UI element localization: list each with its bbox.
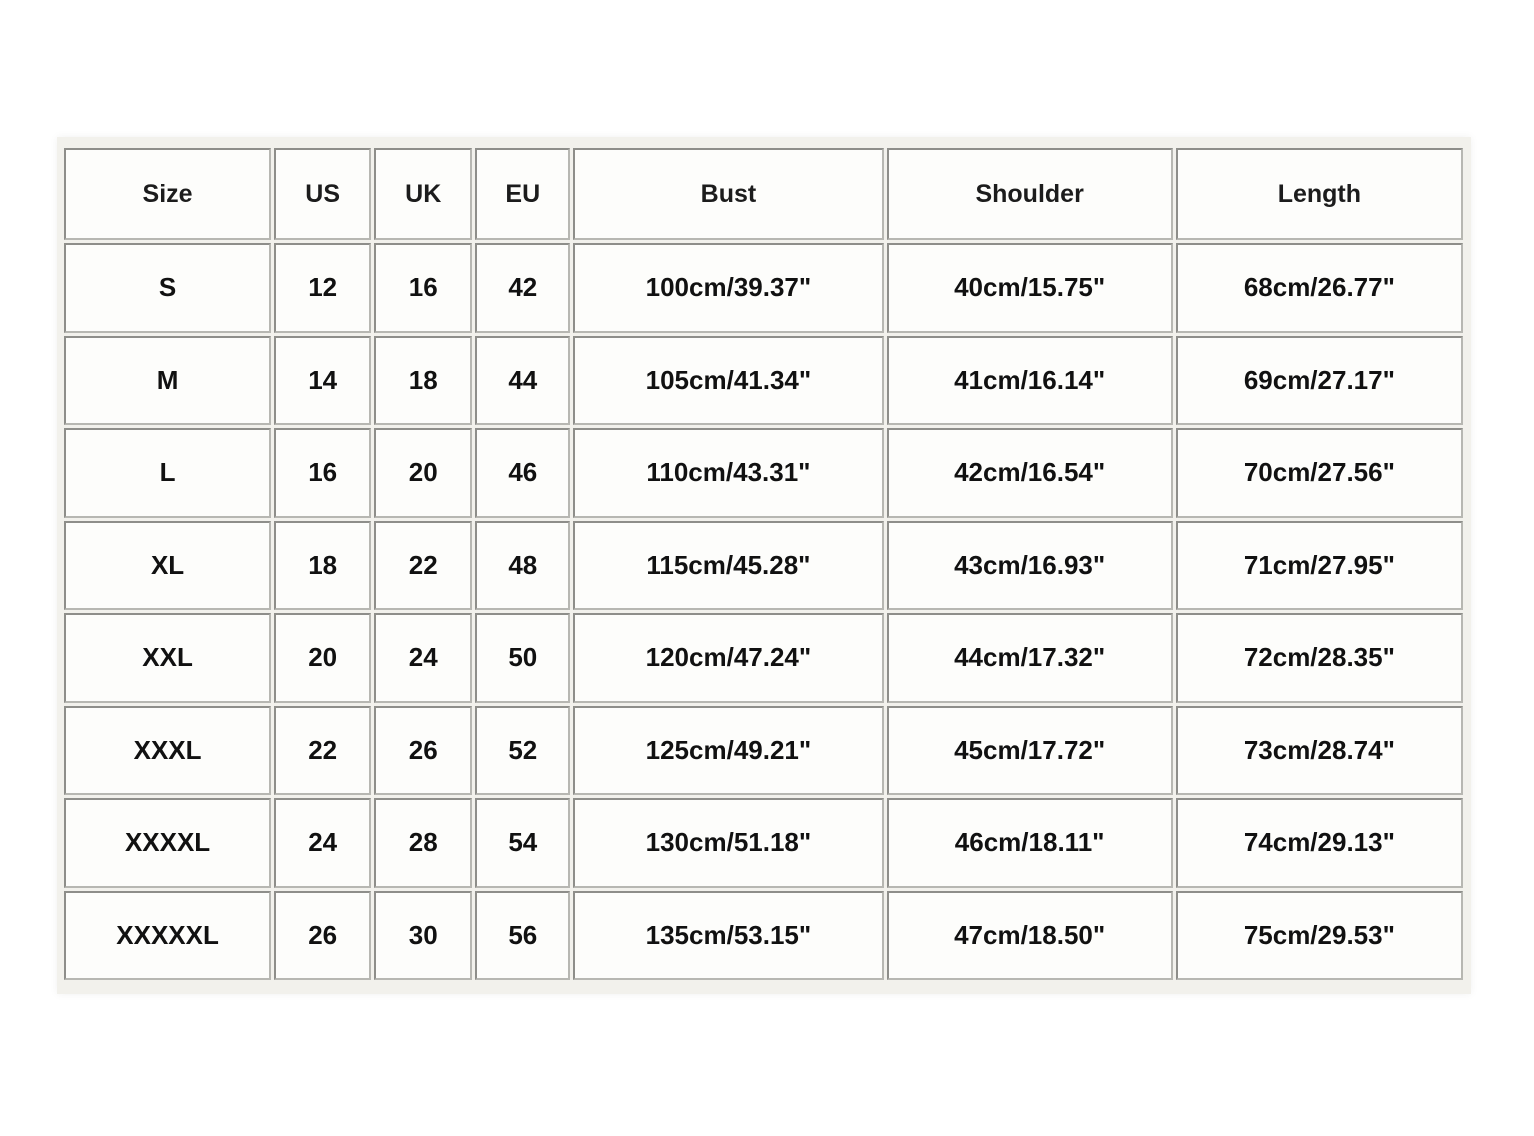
- cell-bust: 115cm/45.28": [573, 521, 883, 611]
- cell-us: 14: [274, 336, 371, 426]
- table-row: [64, 243, 1463, 333]
- cell-length: 70cm/27.56": [1176, 428, 1463, 518]
- cell-bust: 105cm/41.34": [573, 336, 883, 426]
- cell-uk: 18: [374, 336, 472, 426]
- header-uk: UK: [374, 148, 472, 240]
- cell-shoulder: 45cm/17.72": [887, 706, 1173, 796]
- cell-eu: 54: [475, 798, 570, 888]
- table-row: [64, 613, 1463, 703]
- cell-size: XL: [64, 521, 271, 611]
- cell-uk: 22: [374, 521, 472, 611]
- cell-size: S: [64, 243, 271, 333]
- cell-us: 12: [274, 243, 371, 333]
- cell-uk: 24: [374, 613, 472, 703]
- table-row: [64, 798, 1463, 888]
- cell-size: L: [64, 428, 271, 518]
- header-eu: EU: [475, 148, 570, 240]
- header-size: Size: [64, 148, 271, 240]
- cell-uk: 16: [374, 243, 472, 333]
- cell-eu: 52: [475, 706, 570, 796]
- cell-shoulder: 43cm/16.93": [887, 521, 1173, 611]
- table-row: [64, 521, 1463, 611]
- table-row: [64, 336, 1463, 426]
- cell-eu: 48: [475, 521, 570, 611]
- cell-bust: 100cm/39.37": [573, 243, 883, 333]
- cell-bust: 125cm/49.21": [573, 706, 883, 796]
- cell-bust: 120cm/47.24": [573, 613, 883, 703]
- cell-eu: 44: [475, 336, 570, 426]
- cell-eu: 42: [475, 243, 570, 333]
- cell-size: M: [64, 336, 271, 426]
- table-row: [64, 706, 1463, 796]
- cell-eu: 56: [475, 891, 570, 981]
- size-chart-frame: [57, 137, 1471, 994]
- cell-length: 73cm/28.74": [1176, 706, 1463, 796]
- cell-us: 24: [274, 798, 371, 888]
- cell-us: 22: [274, 706, 371, 796]
- cell-shoulder: 40cm/15.75": [887, 243, 1173, 333]
- cell-length: 68cm/26.77": [1176, 243, 1463, 333]
- cell-us: 20: [274, 613, 371, 703]
- cell-size: XXXXXL: [64, 891, 271, 981]
- cell-shoulder: 41cm/16.14": [887, 336, 1173, 426]
- cell-us: 26: [274, 891, 371, 981]
- table-row: [64, 891, 1463, 981]
- cell-bust: 135cm/53.15": [573, 891, 883, 981]
- cell-bust: 110cm/43.31": [573, 428, 883, 518]
- header-bust: Bust: [573, 148, 883, 240]
- cell-shoulder: 42cm/16.54": [887, 428, 1173, 518]
- cell-shoulder: 44cm/17.32": [887, 613, 1173, 703]
- cell-eu: 46: [475, 428, 570, 518]
- cell-length: 75cm/29.53": [1176, 891, 1463, 981]
- table-row: [64, 428, 1463, 518]
- cell-uk: 20: [374, 428, 472, 518]
- cell-us: 16: [274, 428, 371, 518]
- cell-size: XXL: [64, 613, 271, 703]
- cell-uk: 30: [374, 891, 472, 981]
- header-shoulder: Shoulder: [887, 148, 1173, 240]
- cell-length: 71cm/27.95": [1176, 521, 1463, 611]
- cell-shoulder: 46cm/18.11": [887, 798, 1173, 888]
- header-us: US: [274, 148, 371, 240]
- size-chart-table: [61, 145, 1466, 983]
- cell-length: 72cm/28.35": [1176, 613, 1463, 703]
- cell-shoulder: 47cm/18.50": [887, 891, 1173, 981]
- cell-length: 69cm/27.17": [1176, 336, 1463, 426]
- header-length: Length: [1176, 148, 1463, 240]
- header-row: [64, 148, 1463, 240]
- cell-uk: 28: [374, 798, 472, 888]
- cell-us: 18: [274, 521, 371, 611]
- cell-size: XXXL: [64, 706, 271, 796]
- cell-uk: 26: [374, 706, 472, 796]
- cell-bust: 130cm/51.18": [573, 798, 883, 888]
- cell-length: 74cm/29.13": [1176, 798, 1463, 888]
- cell-eu: 50: [475, 613, 570, 703]
- cell-size: XXXXL: [64, 798, 271, 888]
